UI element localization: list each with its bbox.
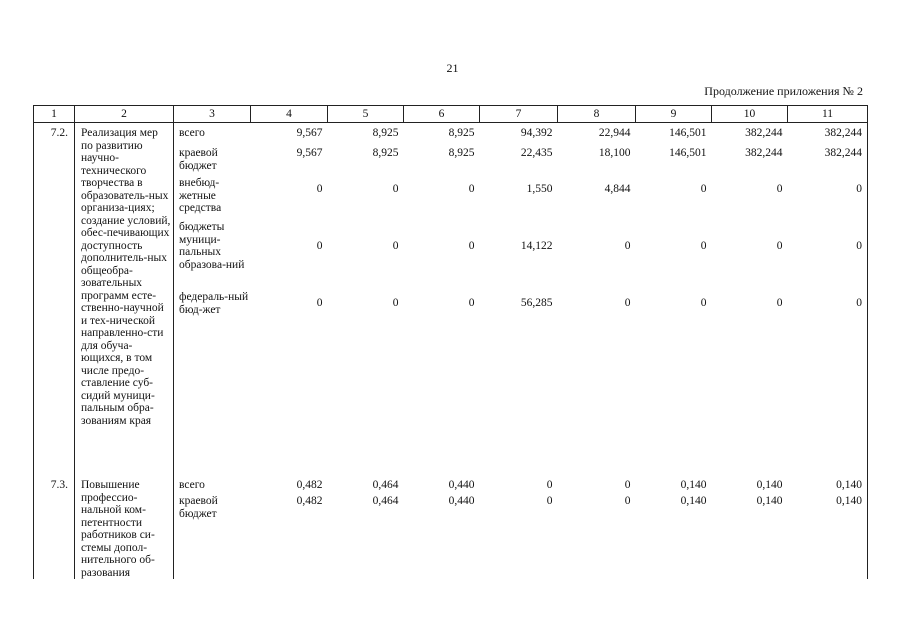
value-cell: 8,925 xyxy=(448,147,475,159)
value-cell: 8,925 xyxy=(448,127,475,139)
value-cell: 0,482 xyxy=(296,495,323,507)
value-cell: 0 xyxy=(392,297,399,309)
value-cell: 94,392 xyxy=(520,127,553,139)
value-cell: 0 xyxy=(316,183,323,195)
value-cell: 0,440 xyxy=(448,479,475,491)
value-cell: 22,944 xyxy=(598,127,631,139)
value-cell: 0 xyxy=(468,183,475,195)
value-cell: 0 xyxy=(700,240,707,252)
spacer-cell xyxy=(636,461,712,475)
header-cell: 10 xyxy=(712,106,788,123)
value-cell: 22,435 xyxy=(520,147,553,159)
value-cell: 0,140 xyxy=(788,475,868,495)
header-cell: 3 xyxy=(174,106,251,123)
value-cell: 14,122 xyxy=(520,240,553,252)
value-cell: 0 xyxy=(546,479,553,491)
spacer-cell xyxy=(34,461,75,475)
header-row xyxy=(34,106,868,123)
value-cell: 382,244 xyxy=(745,127,783,139)
value-cell: 0,140 xyxy=(756,495,783,507)
row-name: Повышение профессио-нальной ком-петентности работников си-стемы допол-нительного об-разования xyxy=(75,475,174,579)
value-cell: 18,100 xyxy=(598,147,631,159)
value-cell: 0 xyxy=(776,240,783,252)
value-cell: 382,244 xyxy=(788,147,868,177)
value-cell: 1,550 xyxy=(526,183,553,195)
value-cell: 8,925 xyxy=(372,127,399,139)
spacer-cell xyxy=(480,461,558,475)
value-cell: 9,567 xyxy=(296,147,323,159)
header-cell: 11 xyxy=(788,106,868,123)
value-cell: 0 xyxy=(624,479,631,491)
source-label: краевой бюджет xyxy=(179,147,218,172)
value-cell: 0 xyxy=(624,297,631,309)
spacer-cell xyxy=(174,461,251,475)
spacer-cell xyxy=(328,461,404,475)
value-cell: 0 xyxy=(392,240,399,252)
table-row xyxy=(34,475,868,495)
header-cell: 1 xyxy=(34,106,75,123)
value-cell: 0 xyxy=(700,297,707,309)
value-cell: 0 xyxy=(316,240,323,252)
value-cell: 8,925 xyxy=(372,147,399,159)
value-cell: 0 xyxy=(788,221,868,291)
value-cell: 0,440 xyxy=(448,495,475,507)
value-cell: 0,140 xyxy=(680,495,707,507)
source-label: краевой бюджет xyxy=(179,495,218,520)
header-cell: 6 xyxy=(404,106,480,123)
header-cell: 8 xyxy=(558,106,636,123)
continuation-label: Продолжение приложения № 2 xyxy=(704,84,863,98)
row-name: Реализация мер по развитию научно-технического творчества в образователь-ных организа-циях; создание условий, обес-печивающих доступность дополнитель-ных общеобра-зовательных программ есте-ственно-научной и тех-нической направленно-сти для обуча-ющихся, в том числе предо-ставление суб-сидий муници-пальным обра-зованиям края xyxy=(75,123,174,476)
value-cell: 0 xyxy=(546,495,553,507)
source-label: бюджеты муници-пальных образова-ний xyxy=(179,221,245,271)
budget-table xyxy=(33,105,868,579)
value-cell: 9,567 xyxy=(296,127,323,139)
header-cell: 4 xyxy=(251,106,328,123)
spacer-cell xyxy=(251,461,328,475)
value-cell: 382,244 xyxy=(788,123,868,148)
value-cell: 0 xyxy=(788,177,868,221)
value-cell: 146,501 xyxy=(669,147,707,159)
header-cell: 9 xyxy=(636,106,712,123)
table-row xyxy=(34,123,868,148)
page-number: 21 xyxy=(446,61,459,75)
value-cell: 0,464 xyxy=(372,479,399,491)
value-cell: 0 xyxy=(468,297,475,309)
row-code: 7.3. xyxy=(34,475,75,579)
source-label: всего xyxy=(179,127,205,139)
header-cell: 5 xyxy=(328,106,404,123)
value-cell: 0,464 xyxy=(372,495,399,507)
value-cell: 0 xyxy=(776,297,783,309)
value-cell: 0 xyxy=(776,183,783,195)
value-cell: 0 xyxy=(700,183,707,195)
value-cell: 0,140 xyxy=(788,495,868,579)
value-cell: 0 xyxy=(624,495,631,507)
value-cell: 0 xyxy=(624,240,631,252)
header-cell: 7 xyxy=(480,106,558,123)
source-label: всего xyxy=(179,479,205,491)
value-cell: 0 xyxy=(788,291,868,461)
spacer-cell xyxy=(712,461,788,475)
row-code: 7.2. xyxy=(34,123,75,462)
value-cell: 0 xyxy=(468,240,475,252)
value-cell: 0 xyxy=(392,183,399,195)
value-cell: 0,140 xyxy=(756,479,783,491)
source-label: внебюд-жетные средства xyxy=(179,177,222,214)
value-cell: 382,244 xyxy=(745,147,783,159)
spacer-cell xyxy=(558,461,636,475)
value-cell: 0,482 xyxy=(296,479,323,491)
spacer-cell xyxy=(404,461,480,475)
value-cell: 4,844 xyxy=(604,183,631,195)
source-label: федераль-ный бюд-жет xyxy=(179,291,249,316)
value-cell: 56,285 xyxy=(520,297,553,309)
value-cell: 146,501 xyxy=(669,127,707,139)
spacer-cell xyxy=(788,461,868,475)
value-cell: 0,140 xyxy=(680,479,707,491)
value-cell: 0 xyxy=(316,297,323,309)
header-cell: 2 xyxy=(75,106,174,123)
